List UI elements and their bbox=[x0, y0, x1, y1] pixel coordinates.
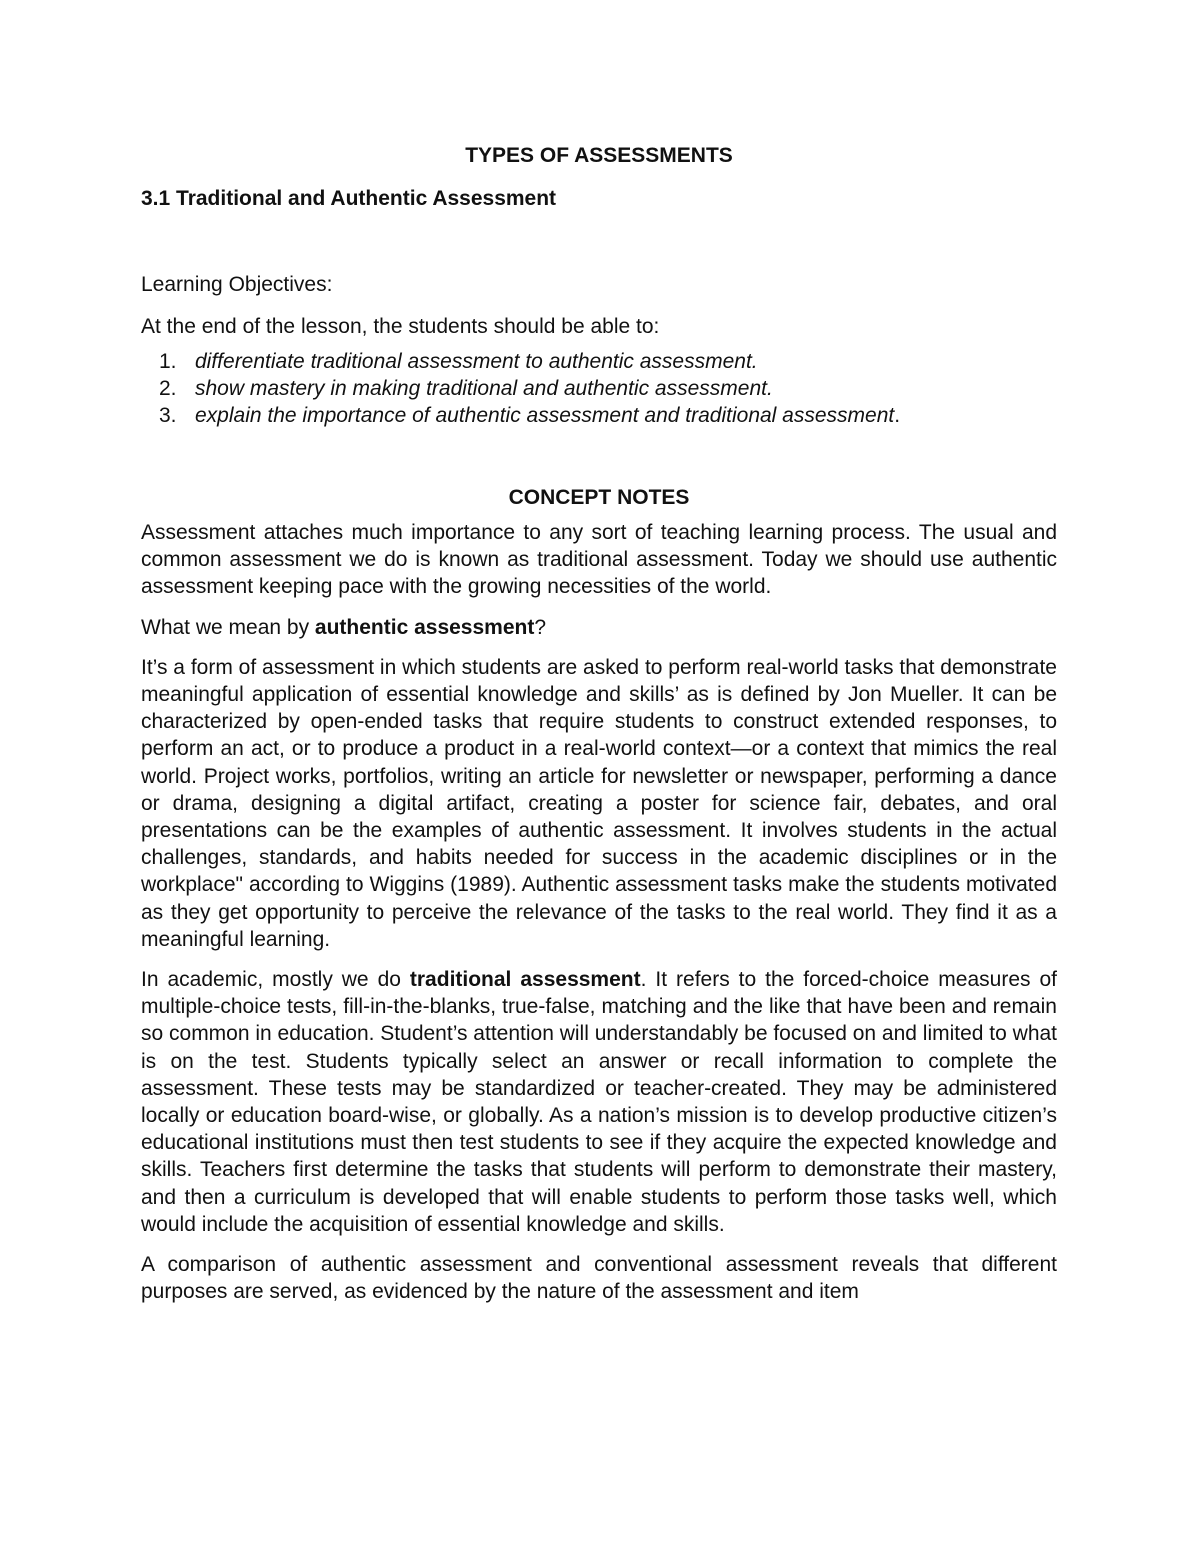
paragraph-traditional bbox=[141, 966, 1057, 1238]
question-suffix: ? bbox=[534, 615, 547, 639]
concept-notes-heading: CONCEPT NOTES bbox=[508, 486, 690, 509]
objectives-label: Learning Objectives: bbox=[141, 273, 333, 296]
list-item bbox=[141, 348, 1057, 375]
question-prefix: What we mean by bbox=[141, 615, 315, 639]
list-item bbox=[141, 375, 1057, 402]
objective-text: show mastery in making traditional and authentic assessment. bbox=[195, 377, 773, 400]
page-title: TYPES OF ASSESSMENTS bbox=[465, 144, 733, 167]
traditional-prefix: In academic, mostly we do bbox=[141, 968, 410, 992]
traditional-rest: . It refers to the forced-choice measures of multiple-choice tests, fill-in-the-blanks, true-false, matching and the like that have been and remain so common in education. Student’s attention will understandably be focused on and limited to what is on the test. Students typically select an answer or recall information to complete the assessment. These tests may be standardized or teacher-created. They may be administered locally or education board-wise, or globally. As a nation’s mission is to develop productive citizen’s educational institutions must then test students to see if they acquire the expected knowledge and skills. Teachers first determine the tasks that students will perform to demonstrate their mastery, and then a curriculum is developed that will enable students to perform those tasks well, which would include the acquisition of essential knowledge and skills. bbox=[141, 968, 1058, 1236]
list-number: 1. bbox=[159, 350, 177, 373]
objective-text: explain the importance of authentic assessment and traditional assessment bbox=[195, 404, 895, 427]
paragraph-comparison: A comparison of authentic assessment and conventional assessment reveals that different purposes are served, as evidenced by the nature of the assessment and item bbox=[141, 1253, 1057, 1304]
list-number: 3. bbox=[159, 404, 177, 427]
objectives-intro: At the end of the lesson, the students should be able to: bbox=[141, 315, 660, 338]
question-bold-term: authentic assessment bbox=[314, 615, 535, 639]
traditional-bold-term: traditional assessment bbox=[409, 968, 641, 992]
paragraph-authentic-definition: It’s a form of assessment in which students are asked to perform real-world tasks that demonstrate meaningful application of essential knowledge and skills’ as is defined by Jon Mueller. It can be characterized by open-ended tasks that require students to construct extended responses, to perform an act, or to produce a product in a real-world context—or a context that mimics the real world. Project works, portfolios, writing an article for newsletter or newspaper, performing a dance or drama, designing a digital artifact, creating a poster for science fair, debates, and oral presentations can be the examples of authentic assessment. It involves students in the actual challenges, standards, and habits needed for success in the academic disciplines or in the workplace" according to Wiggins (1989). Authentic assessment tasks make the students motivated as they get opportunity to perceive the relevance of the tasks to the real world. They find it as a meaningful learning. bbox=[141, 655, 1057, 951]
paragraph-intro: Assessment attaches much importance to any sort of teaching learning process. The usual and common assessment we do is known as traditional assessment. Today we should use authentic assessment keeping pace with the growing necessities of the world. bbox=[141, 521, 1057, 599]
list-number: 2. bbox=[159, 377, 177, 400]
document-page bbox=[141, 140, 1057, 1305]
objective-period: . bbox=[894, 404, 901, 427]
list-item bbox=[141, 402, 1057, 429]
paragraph-question bbox=[141, 614, 1057, 641]
objectives-list bbox=[141, 348, 1057, 429]
objective-text: differentiate traditional assessment to authentic assessment. bbox=[195, 350, 758, 373]
section-heading: 3.1 Traditional and Authentic Assessment bbox=[141, 187, 557, 210]
